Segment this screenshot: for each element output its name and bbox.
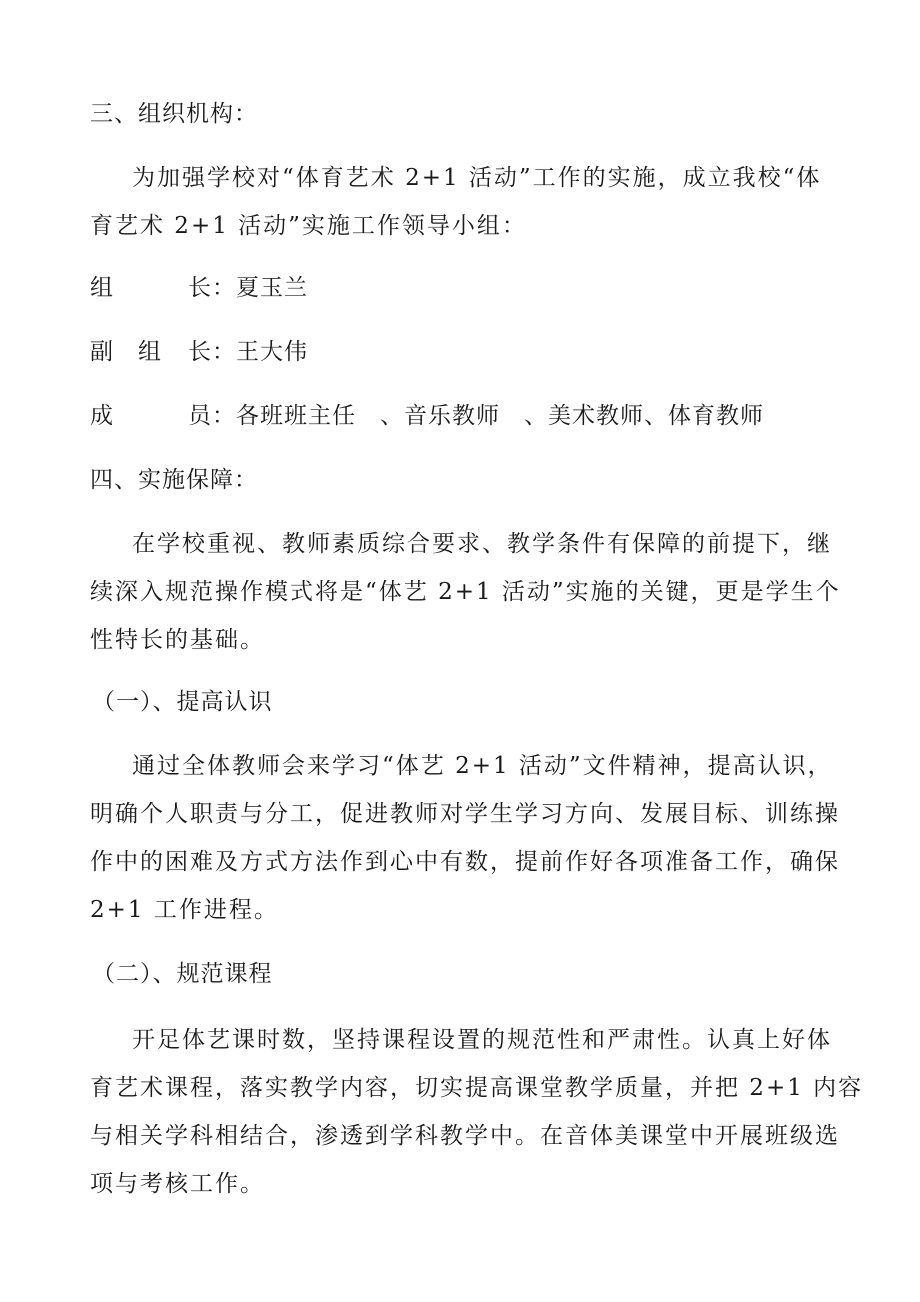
section4-heading: 四、实施保障： [90,467,258,493]
member-name: 各班班主任 、音乐教师 、美术教师、体育教师 [236,403,764,429]
subsection2-line-4: 项与考核工作。 [90,1171,265,1197]
member-role-char-2: 长： [188,275,236,301]
subsection1-line-3: 作中的困难及方式方法作到心中有数，提前作好各项准备工作，确保 [90,849,840,875]
section4-intro-line-1: 在学校重视、教师素质综合要求、教学条件有保障的前提下，继 [132,531,832,557]
member-name: 王大伟 [236,339,308,365]
member-role-char-1: 副 [90,339,114,365]
section4-intro-line-3: 性特长的基础。 [90,627,265,653]
member-row-deputy [90,336,835,368]
member-role-char-2: 员： [188,403,236,429]
subsection2-line-2: 育艺术课程，落实教学内容，切实提高课堂教学质量，并把 2+1 内容 [90,1075,864,1101]
subsection1-line-1: 通过全体教师会来学习“体艺 2+1 活动”文件精神，提高认识， [132,753,833,779]
member-role-char-1: 成 [90,403,114,429]
section3-intro-line-2: 育艺术 2+1 活动”实施工作领导小组： [90,213,527,239]
member-name: 夏玉兰 [236,275,308,301]
section3-intro-line-1: 为加强学校对“体育艺术 2+1 活动”工作的实施，成立我校“体 [132,165,822,191]
section3-heading: 三、组织机构： [90,101,258,127]
section4-intro-line-2: 续深入规范操作模式将是“体艺 2+1 活动”实施的关键，更是学生个 [90,579,841,605]
member-role-char-1: 组 [90,275,114,301]
subsection1-line-2: 明确个人职责与分工，促进教师对学生学习方向、发展目标、训练操 [90,801,840,827]
subsection2-heading: （二）、规范课程 [92,961,273,987]
subsection1-heading: （一）、提高认识 [92,689,273,715]
subsection1-line-4: 2+1 工作进程。 [90,897,279,923]
member-role-char-mid: 组 [138,339,162,365]
member-row-members [90,400,835,432]
member-row-leader [90,272,835,304]
member-role-char-2: 长： [188,339,236,365]
subsection2-line-1: 开足体艺课时数，坚持课程设置的规范性和严肃性。认真上好体 [132,1027,832,1053]
subsection2-line-3: 与相关学科相结合，渗透到学科教学中。在音体美课堂中开展班级选 [90,1123,840,1149]
